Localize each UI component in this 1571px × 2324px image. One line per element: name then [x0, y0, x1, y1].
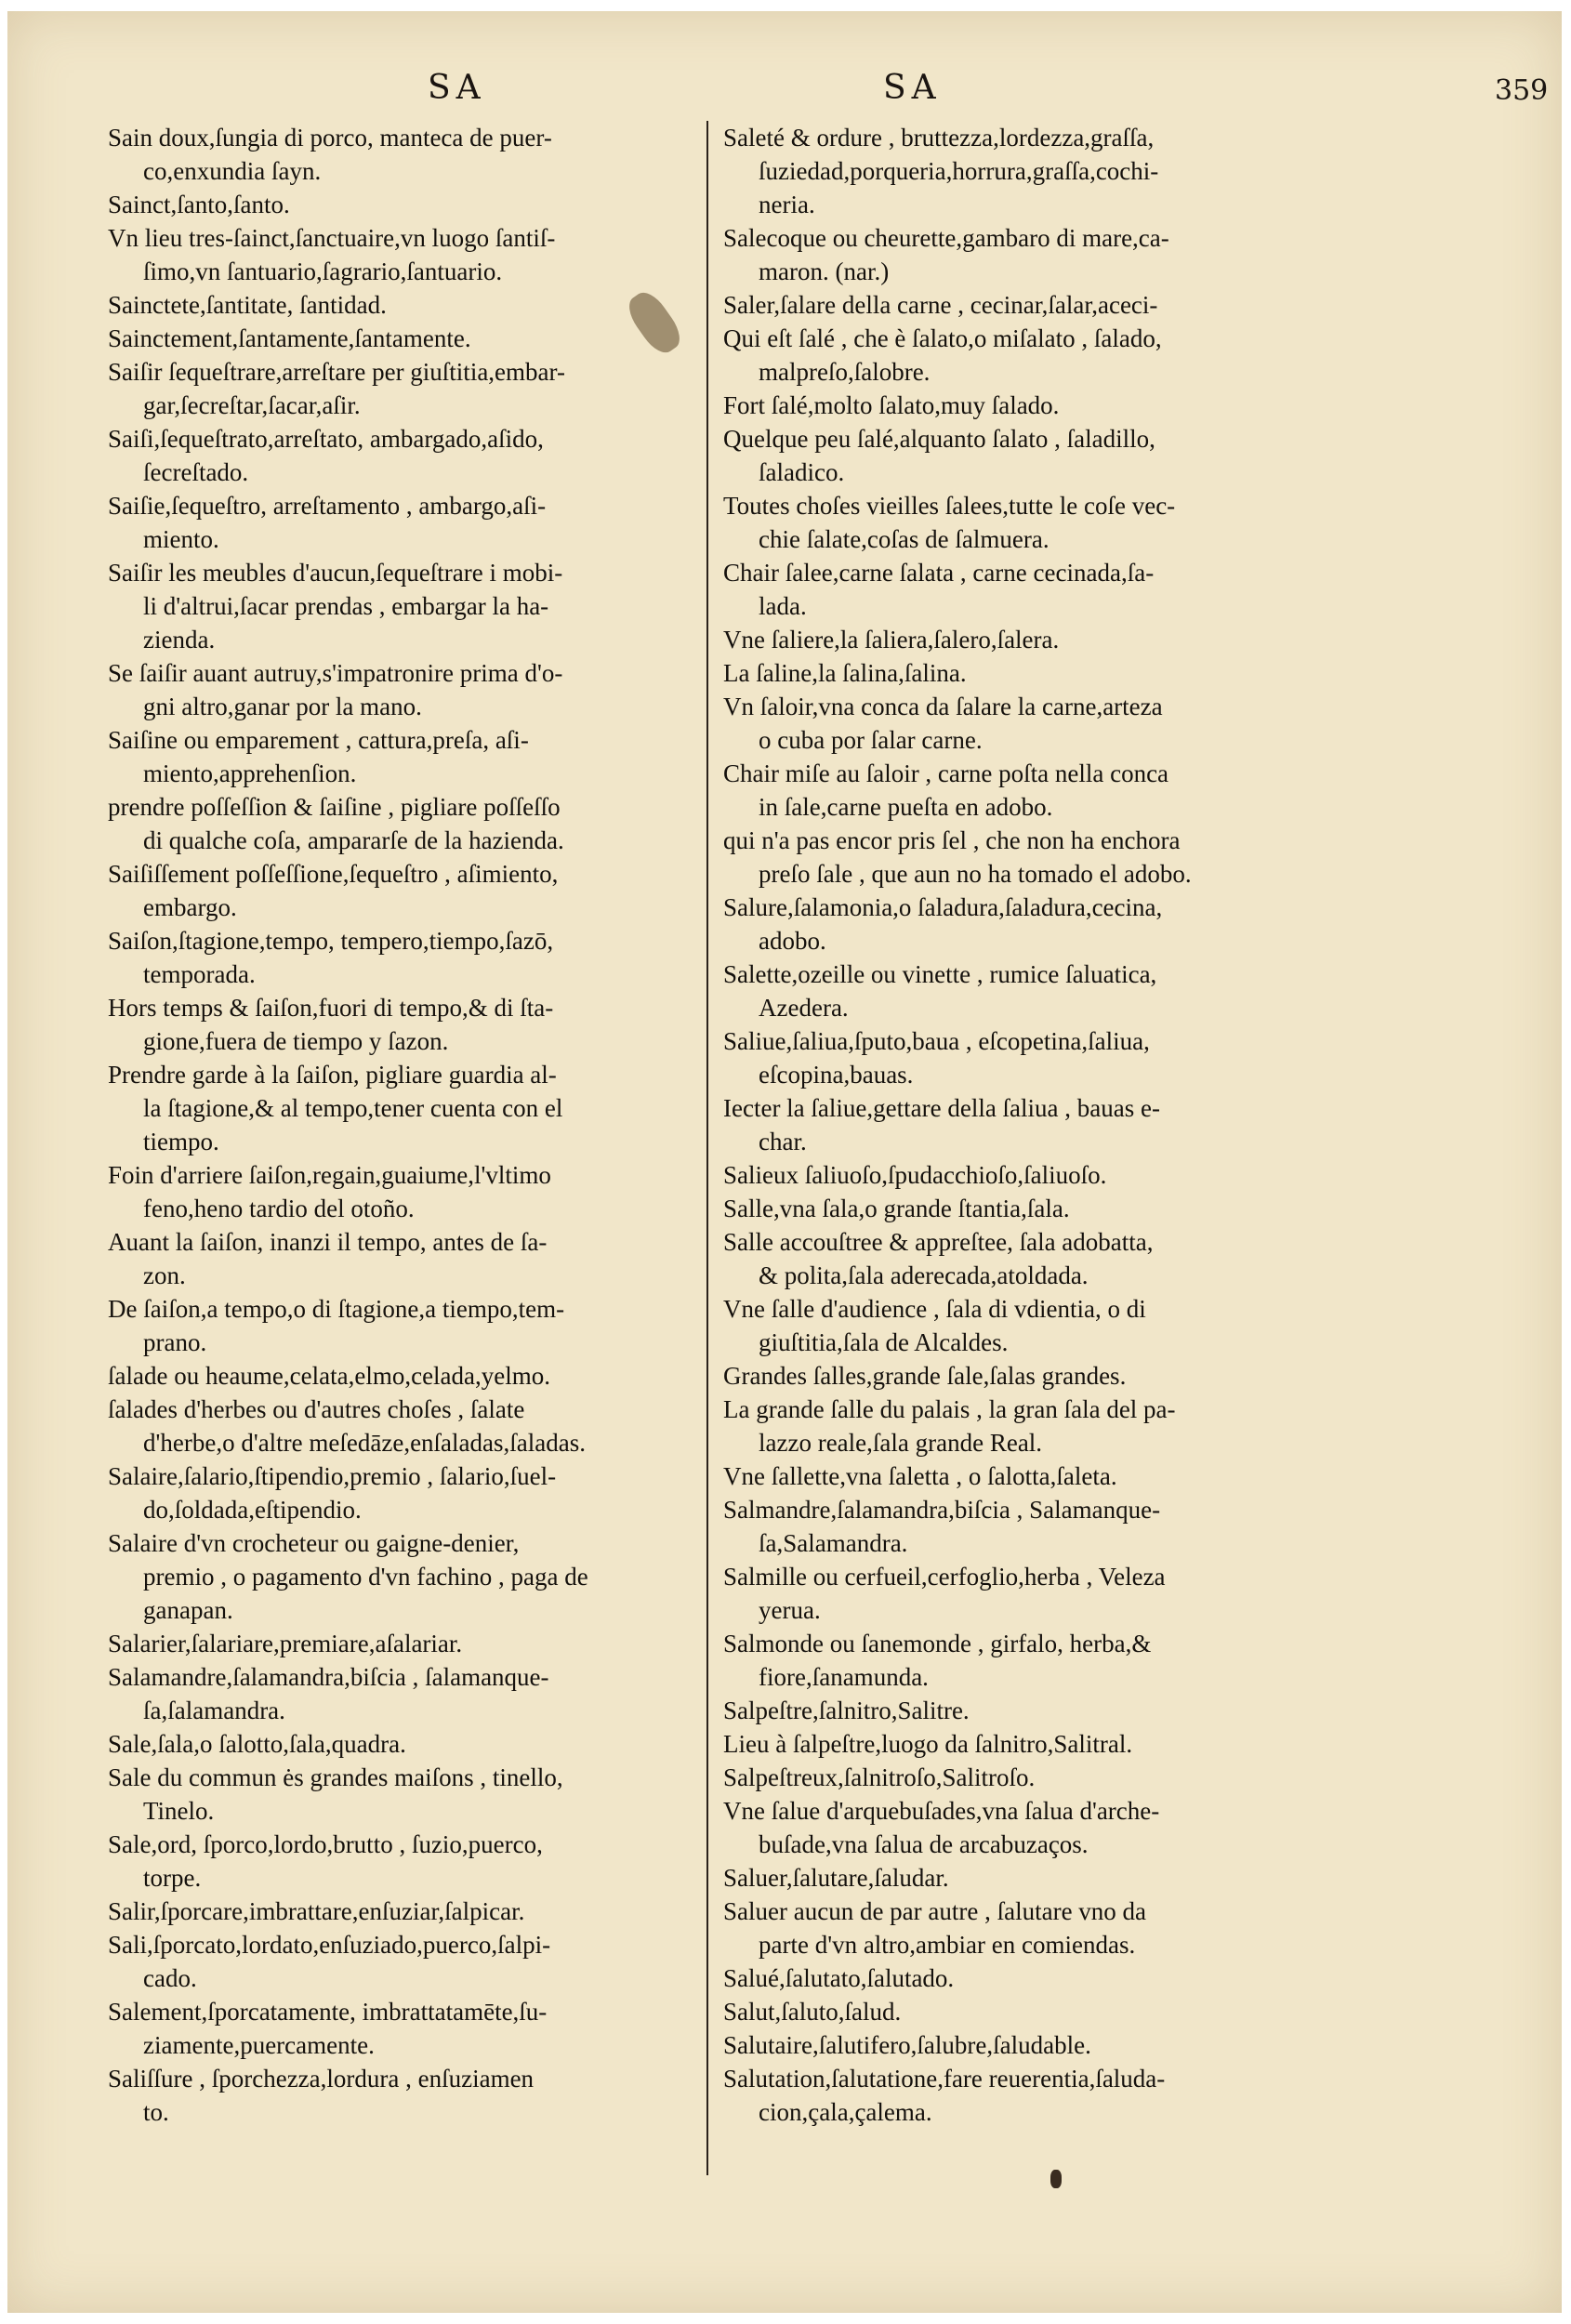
dictionary-line: lada. — [759, 592, 807, 620]
dictionary-line: Fort ſalé,molto ſalato,muy ſalado. — [723, 391, 1060, 419]
right-column — [723, 121, 1337, 2129]
dictionary-line: Sali,ſporcato,lordato,enſuziado,puerco,ſalpi- — [108, 1931, 551, 1959]
dictionary-line: ganapan. — [143, 1596, 233, 1624]
dictionary-line: cado. — [143, 1964, 197, 1992]
dictionary-line: li d'altrui,ſacar prendas , embargar la ha- — [143, 592, 549, 620]
dictionary-line: Saiſie,ſequeſtro, arreſtamento , ambargo,aſi- — [108, 492, 547, 520]
dictionary-line: Sainct,ſanto,ſanto. — [108, 191, 290, 218]
dictionary-line: temporada. — [143, 960, 256, 988]
dictionary-line: Salette,ozeille ou vinette , rumice ſaluatica, — [723, 960, 1157, 988]
dictionary-line: ſuziedad,porqueria,horrura,graſſa,cochi- — [759, 157, 1159, 185]
dictionary-line: fiore,ſanamunda. — [759, 1663, 929, 1691]
dictionary-line: maron. (nar.) — [759, 257, 890, 285]
dictionary-line: prendre poſſeſſion & ſaiſine , pigliare poſſeſſo — [108, 793, 561, 821]
dictionary-line: Salecoque ou cheurette,gambaro di mare,ca- — [723, 224, 1169, 252]
dictionary-line: in ſale,carne pueſta en adobo. — [759, 793, 1053, 821]
dictionary-line: Prendre garde à la ſaiſon, pigliare guardia al- — [108, 1061, 557, 1089]
dictionary-line: Saliue,ſaliua,ſputo,baua , eſcopetina,ſaliua, — [723, 1027, 1150, 1055]
dictionary-line: neria. — [759, 191, 815, 218]
dictionary-line: Salure,ſalamonia,o ſaladura,ſaladura,cecina, — [723, 893, 1163, 921]
dictionary-line: Sainctete,ſantitate, ſantidad. — [108, 291, 387, 319]
dictionary-line: do,ſoldada,eſtipendio. — [143, 1496, 362, 1524]
dictionary-line: zon. — [143, 1261, 186, 1289]
dictionary-line: Salutaire,ſalutifero,ſalubre,ſaludable. — [723, 2031, 1091, 2059]
dictionary-line: buſade,vna ſalua de arcabuzaços. — [759, 1830, 1089, 1858]
dictionary-line: Foin d'arriere ſaiſon,regain,guaiume,l'vltimo — [108, 1161, 551, 1189]
dictionary-line: parte d'vn altro,ambiar en comiendas. — [759, 1931, 1136, 1959]
dictionary-line: ſimo,vn ſantuario,ſagrario,ſantuario. — [143, 257, 503, 285]
dictionary-line: Salmandre,ſalamandra,biſcia , Salamanque- — [723, 1496, 1161, 1524]
dictionary-line: Salle,vna ſala,o grande ſtantia,ſala. — [723, 1195, 1070, 1222]
dictionary-line: Sale,ord, ſporco,lordo,brutto , ſuzio,puerco, — [108, 1830, 543, 1858]
dictionary-line: Vn ſaloir,vna conca da ſalare la carne,arteza — [723, 693, 1163, 720]
dictionary-line: Salieux ſaliuoſo,ſpudacchioſo,ſaliuoſo. — [723, 1161, 1107, 1189]
dictionary-line: Hors temps & ſaiſon,fuori di tempo,& di ſta- — [108, 994, 554, 1022]
dictionary-line: ſaladico. — [759, 458, 845, 486]
left-column — [108, 121, 703, 2129]
dictionary-line: Sale du commun ės grandes maiſons , tinello, — [108, 1763, 563, 1791]
dictionary-line: tiempo. — [143, 1128, 219, 1155]
dictionary-line: Salle accouſtree & appreſtee, ſala adobatta, — [723, 1228, 1154, 1256]
dictionary-line: embargo. — [143, 893, 237, 921]
dictionary-line: Saiſir les meubles d'aucun,ſequeſtrare i mobi- — [108, 559, 563, 587]
dictionary-line: Salaire,ſalario,ſtipendio,premio , ſalario,ſuel- — [108, 1462, 557, 1490]
dictionary-line: ſa,Salamandra. — [759, 1529, 908, 1557]
dictionary-line: La grande ſalle du palais , la gran ſala del pa- — [723, 1395, 1176, 1423]
dictionary-line: Saiſiſſement poſſeſſione,ſequeſtro , aſimiento, — [108, 860, 559, 888]
dictionary-line: Salarier,ſalariare,premiare,aſalariar. — [108, 1630, 463, 1657]
dictionary-line: Qui eſt ſalé , che è ſalato,o miſalato , ſalado, — [723, 324, 1162, 352]
dictionary-line: torpe. — [143, 1864, 202, 1892]
dictionary-line: Salutation,ſalutatione,fare reuerentia,ſaluda- — [723, 2065, 1166, 2093]
dictionary-line: Azedera. — [759, 994, 849, 1022]
dictionary-line: giuſtitia,ſala de Alcaldes. — [759, 1328, 1009, 1356]
running-head-right: SA — [883, 69, 942, 107]
dictionary-line: Grandes ſalles,grande ſale,ſalas grandes. — [723, 1362, 1127, 1390]
ink-mark — [1050, 2170, 1062, 2188]
dictionary-line: Vne ſaliere,la ſaliera,ſalero,ſalera. — [723, 626, 1060, 654]
dictionary-line: Tinelo. — [143, 1797, 215, 1825]
dictionary-line: miento,apprehenſion. — [143, 759, 357, 787]
dictionary-line: ſa,ſalamandra. — [143, 1697, 285, 1724]
dictionary-line: Salmille ou cerfueil,cerfoglio,herba , Veleza — [723, 1563, 1166, 1591]
dictionary-line: Salamandre,ſalamandra,biſcia , ſalamanque- — [108, 1663, 549, 1691]
dictionary-line: De ſaiſon,a tempo,o di ſtagione,a tiempo,tem- — [108, 1295, 565, 1323]
dictionary-line: gione,fuera de tiempo y ſazon. — [143, 1027, 449, 1055]
dictionary-line: Saluer aucun de par autre , ſalutare vno da — [723, 1897, 1147, 1925]
dictionary-line: ſalades d'herbes ou d'autres choſes , ſalate — [108, 1395, 525, 1423]
dictionary-line: char. — [759, 1128, 807, 1155]
dictionary-line: Quelque peu ſalé,alquanto ſalato , ſaladillo, — [723, 425, 1155, 453]
dictionary-line: feno,heno tardio del otoño. — [143, 1195, 415, 1222]
running-head-left: SA — [428, 69, 486, 107]
dictionary-line: zienda. — [143, 626, 216, 654]
dictionary-line: prano. — [143, 1328, 207, 1356]
dictionary-line: Vn lieu tres-ſainct,ſanctuaire,vn luogo ſantiſ- — [108, 224, 556, 252]
dictionary-line: Saleté & ordure , bruttezza,lordezza,graſſa, — [723, 124, 1155, 152]
dictionary-line: Saiſir ſequeſtrare,arreſtare per giuſtitia,embar- — [108, 358, 565, 386]
dictionary-line: Vne ſalle d'audience , ſala di vdientia, o di — [723, 1295, 1146, 1323]
dictionary-line: Lieu à ſalpeſtre,luogo da ſalnitro,Salitral. — [723, 1730, 1133, 1758]
dictionary-line: Auant la ſaiſon, inanzi il tempo, antes de ſa- — [108, 1228, 548, 1256]
dictionary-line: Sainctement,ſantamente,ſantamente. — [108, 324, 471, 352]
dictionary-line: to. — [143, 2098, 169, 2126]
dictionary-line: Saler,ſalare della carne , cecinar,ſalar,aceci- — [723, 291, 1158, 319]
dictionary-line: eſcopina,bauas. — [759, 1061, 914, 1089]
dictionary-line: ſecreſtado. — [143, 458, 249, 486]
dictionary-line: preſo ſale , que aun no ha tomado el adobo. — [759, 860, 1192, 888]
dictionary-line: La ſaline,la ſalina,ſalina. — [723, 659, 967, 687]
dictionary-line: Vne ſallette,vna ſaletta , o ſalotta,ſaleta. — [723, 1462, 1117, 1490]
dictionary-line: gni altro,ganar por la mano. — [143, 693, 422, 720]
dictionary-line: cion,çala,çalema. — [759, 2098, 932, 2126]
column-divider — [706, 121, 708, 2175]
running-head — [7, 69, 1562, 115]
dictionary-line: Vne ſalue d'arquebuſades,vna ſalua d'arche- — [723, 1797, 1160, 1825]
dictionary-line: Chair miſe au ſaloir , carne poſta nella conca — [723, 759, 1169, 787]
dictionary-line: malpreſo,ſalobre. — [759, 358, 931, 386]
dictionary-line: Chair ſalee,carne ſalata , carne cecinada,ſa- — [723, 559, 1155, 587]
dictionary-line: la ſtagione,& al tempo,tener cuenta con el — [143, 1094, 563, 1122]
dictionary-line: Salpeſtre,ſalnitro,Salitre. — [723, 1697, 970, 1724]
dictionary-line: Sale,ſala,o ſalotto,ſala,quadra. — [108, 1730, 406, 1758]
dictionary-line: Iecter la ſaliue,gettare della ſaliua , bauas e- — [723, 1094, 1160, 1122]
dictionary-line: o cuba por ſalar carne. — [759, 726, 983, 754]
dictionary-line: Saiſon,ſtagione,tempo, tempero,tiempo,ſazō, — [108, 927, 554, 955]
dictionary-line: Salmonde ou ſanemonde , girfalo, herba,& — [723, 1630, 1152, 1657]
dictionary-line: Sain doux,ſungia di porco, manteca de puer- — [108, 124, 552, 152]
dictionary-line: premio , o pagamento d'vn fachino , paga de — [143, 1563, 588, 1591]
dictionary-line: Salpeſtreux,ſalnitroſo,Salitroſo. — [723, 1763, 1036, 1791]
dictionary-line: Salir,ſporcare,imbrattare,enſuziar,ſalpicar. — [108, 1897, 525, 1925]
dictionary-line: Saiſi,ſequeſtrato,arreſtato, ambargado,aſido, — [108, 425, 544, 453]
dictionary-line: lazzo reale,ſala grande Real. — [759, 1429, 1043, 1457]
page-number: 359 — [1495, 74, 1549, 107]
dictionary-line: miento. — [143, 525, 219, 553]
dictionary-line: Salut,ſaluto,ſalud. — [723, 1998, 902, 2026]
dictionary-line: d'herbe,o d'altre meſedāze,enſaladas,ſaladas. — [143, 1429, 586, 1457]
dictionary-line: & polita,ſala aderecada,atoldada. — [759, 1261, 1089, 1289]
dictionary-line: Toutes choſes vieilles ſalees,tutte le coſe vec- — [723, 492, 1176, 520]
dictionary-line: qui n'a pas encor pris ſel , che non ha enchora — [723, 826, 1181, 854]
dictionary-line: gar,ſecreſtar,ſacar,aſir. — [143, 391, 361, 419]
dictionary-line: Salué,ſalutato,ſalutado. — [723, 1964, 955, 1992]
dictionary-line: Salaire d'vn crocheteur ou gaigne-denier, — [108, 1529, 520, 1557]
book-page — [7, 11, 1562, 2313]
dictionary-line: co,enxundia ſayn. — [143, 157, 322, 185]
dictionary-line: di qualche coſa, ampararſe de la hazienda. — [143, 826, 564, 854]
dictionary-line: Saluer,ſalutare,ſaludar. — [723, 1864, 949, 1892]
dictionary-line: ziamente,puercamente. — [143, 2031, 375, 2059]
dictionary-line: chie ſalate,coſas de ſalmuera. — [759, 525, 1050, 553]
dictionary-line: Se ſaiſir auant autruy,s'impatronire prima d'o- — [108, 659, 563, 687]
dictionary-line: Saiſine ou emparement , cattura,preſa, aſi- — [108, 726, 529, 754]
dictionary-line: Saliſſure , ſporchezza,lordura , enſuziamen — [108, 2065, 535, 2093]
dictionary-line: Salement,ſporcatamente, imbrattatamēte,ſu- — [108, 1998, 548, 2026]
dictionary-line: yerua. — [759, 1596, 821, 1624]
dictionary-line: ſalade ou heaume,celata,elmo,celada,yelmo. — [108, 1362, 551, 1390]
dictionary-line: adobo. — [759, 927, 826, 955]
